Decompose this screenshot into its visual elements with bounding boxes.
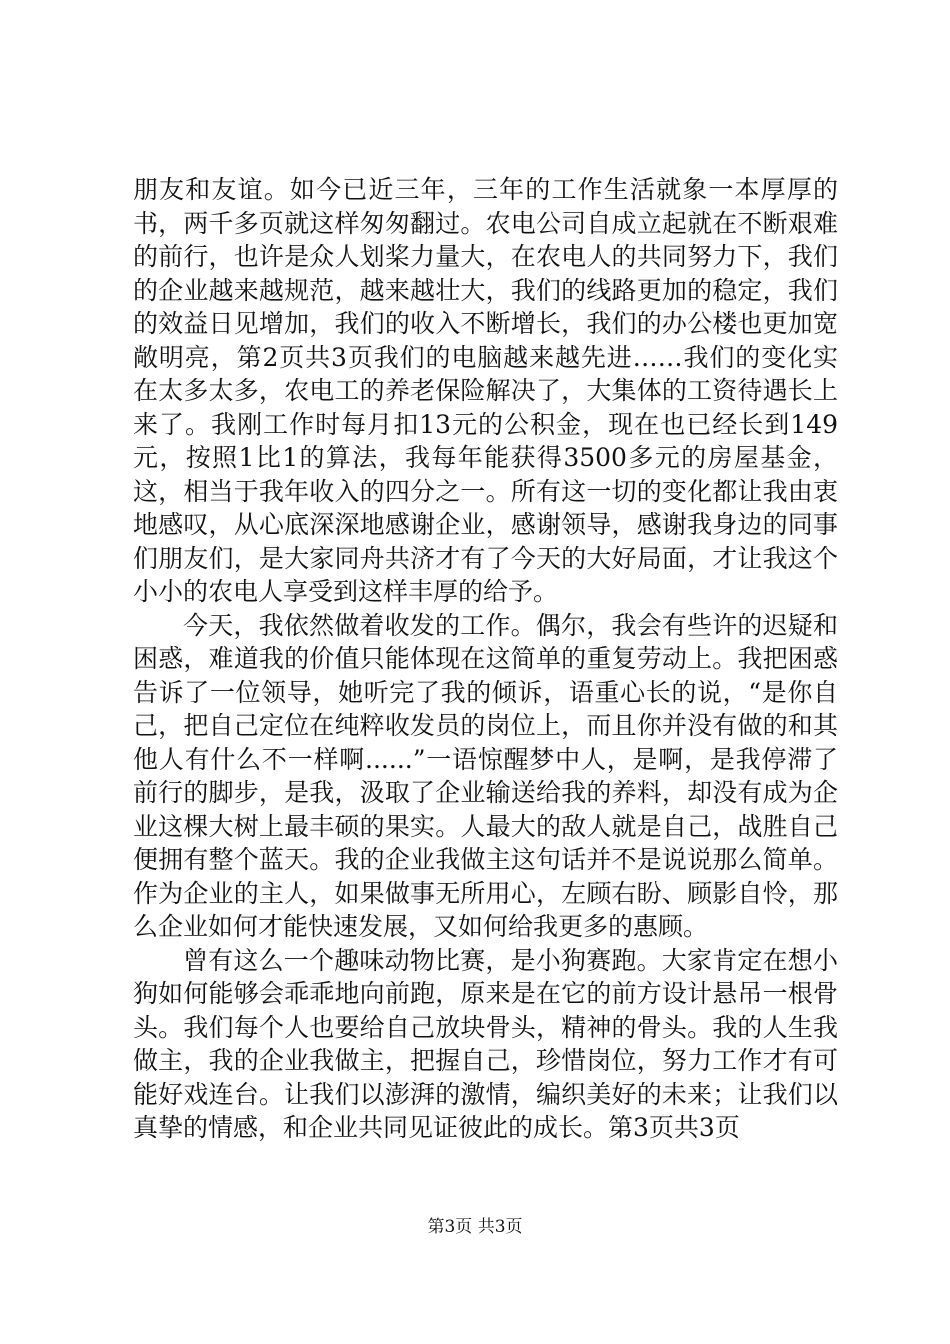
paragraph-2: 今天，我依然做着收发的工作。偶尔，我会有些许的迟疑和困惑，难道我的价值只能体现在这简单的重复劳动上。我把困惑告诉了一位领导，她听完了我的倾诉，语重心长的说，“是你自己，把自己定位在纯粹收发员的岗位上，而且你并没有做的和其他人有什么不一样啊......”一语惊醒梦中人，是啊，是我停滞了前行的脚步，是我，汲取了企业输送给我的养料，却没有成为企业这棵大树上最丰硕的果实。人最大的敌人就是自己，战胜自己便拥有整个蓝天。我的企业我做主这句话并不是说说那么简单。作为企业的主人，如果做事无所用心，左顾右盼、顾影自怜，那么企业如何才能快速发展，又如何给我更多的惠顾。: [133, 610, 838, 941]
paragraph-1: 朋友和友谊。如今已近三年，三年的工作生活就象一本厚厚的书，两千多页就这样匆匆翻过。农电公司自成立起就在不断艰难的前行，也许是众人划桨力量大，在农电人的共同努力下，我们的企业越来越规范，越来越壮大，我们的线路更加的稳定，我们的效益日见增加，我们的收入不断增长，我们的办公楼也更加宽敞明亮，第2页共3页我们的电脑越来越先进……我们的变化实在太多太多，农电工的养老保险解决了，大集体的工资待遇长上来了。我刚工作时每月扣13元的公积金，现在也已经长到149元，按照1比1的算法，我每年能获得3500多元的房屋基金，这，相当于我年收入的四分之一。所有这一切的变化都让我由衷地感叹，从心底深深地感谢企业，感谢领导，感谢我身边的同事们朋友们，是大家同舟共济才有了今天的大好局面，才让我这个小小的农电人享受到这样丰厚的给予。: [133, 175, 838, 606]
body-text: [133, 173, 838, 1145]
page-footer: 第3页 共3页: [427, 1217, 523, 1237]
paragraph-3: 曾有这么一个趣味动物比赛，是小狗赛跑。大家肯定在想小狗如何能够会乖乖地向前跑，原来是在它的前方设计悬吊一根骨头。我们每个人也要给自己放块骨头，精神的骨头。我的人生我做主，我的企业我做主，把握自己，珍惜岗位，努力工作才有可能好戏连台。让我们以澎湃的激情，编织美好的未来；让我们以真挚的情感，和企业共同见证彼此的成长。第3页共3页: [133, 945, 838, 1142]
